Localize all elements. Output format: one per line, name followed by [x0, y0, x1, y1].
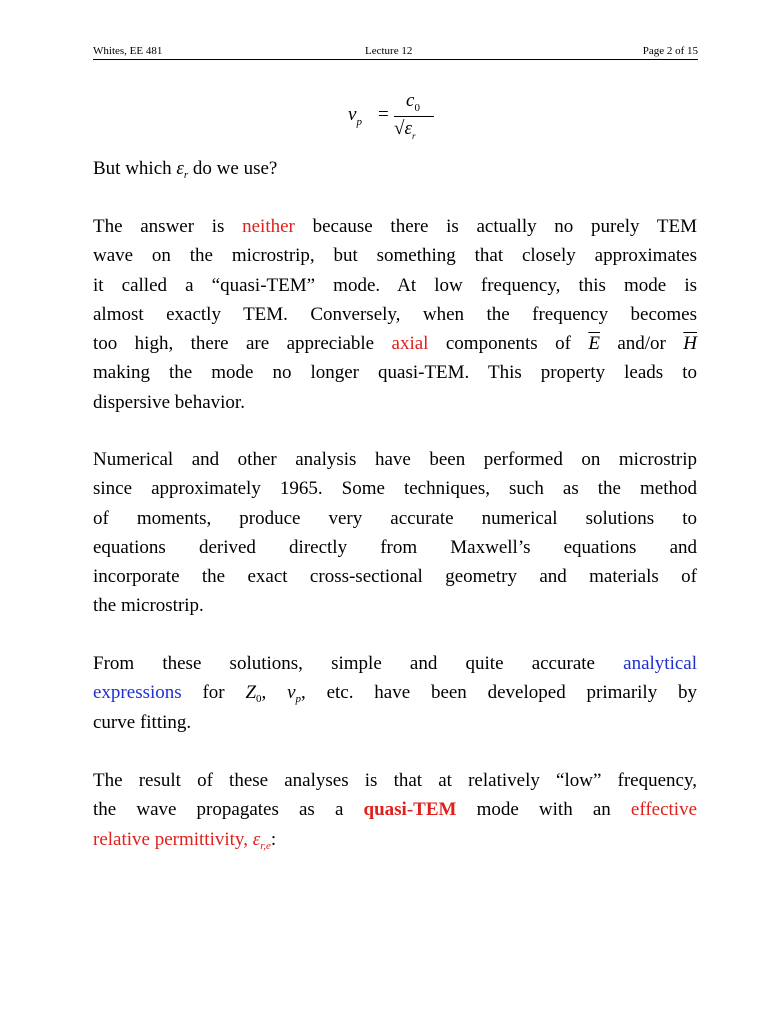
paragraph-line: expressions for $Z_0$, $v_p$, etc. have been developed primarily by [93, 682, 698, 706]
vector-E: $\overline{E}$ [588, 333, 600, 355]
answer-paragraph [93, 212, 697, 417]
highlight-relative-permittivity: relative permittivity, [93, 828, 248, 850]
analytical-expressions-paragraph [93, 649, 697, 737]
paragraph-line: making the mode no longer quasi-TEM. This property leads to [93, 362, 697, 384]
paragraph-line: The result of these analyses is that at relatively “low” frequency, [93, 770, 697, 791]
paragraph-line: dispersive behavior. [93, 391, 245, 413]
equation-equals: = [378, 104, 389, 125]
paragraph-line: equations derived directly from Maxwell’s equations and [93, 536, 697, 558]
paragraph-line: of moments, produce very accurate numerical solutions to [93, 507, 697, 529]
header-rule [93, 59, 698, 60]
paragraph-line: it called a “quasi-TEM” mode. At low frequency, this mode is [93, 274, 697, 296]
epsilon-r-symbol: $\varepsilon_r$ [176, 158, 189, 181]
numerical-analysis-paragraph [93, 445, 697, 621]
vector-H: $\overline{H}$ [683, 333, 698, 355]
equation-denominator: $√\varepsilon_r$ [394, 118, 416, 141]
equation-lhs: $v_p$ [348, 104, 362, 128]
highlight-quasi-tem: quasi-TEM [363, 799, 457, 821]
highlight-expressions: expressions [93, 682, 182, 704]
paragraph-line: wave on the microstrip, but something that closely approximates [93, 245, 697, 267]
epsilon-re-symbol: $\varepsilon_{r,e}$ [252, 828, 271, 852]
page-header [93, 45, 698, 59]
header-page-number: Page 2 of 15 [642, 45, 698, 57]
paragraph-line: incorporate the exact cross-sectional geometry and materials of [93, 566, 697, 588]
header-course: Whites, EE 481 [93, 45, 163, 57]
paragraph-line: the microstrip. [93, 595, 204, 617]
paragraph-line: Numerical and other analysis have been performed on microstrip [93, 449, 697, 470]
paragraph-line: But which $\varepsilon_r$ do we use? [93, 158, 278, 181]
paragraph-line: From these solutions, simple and quite accurate analytical [93, 653, 697, 674]
highlight-axial: axial [391, 333, 429, 355]
highlight-effective: effective [630, 799, 698, 821]
paragraph-line: almost exactly TEM. Conversely, when the frequency becomes [93, 303, 697, 325]
highlight-analytical: analytical [623, 653, 697, 674]
question-paragraph [93, 154, 697, 183]
Z0-symbol: $Z_0$ [245, 682, 262, 706]
equation-numerator: $c_0$ [406, 90, 420, 114]
paragraph-line: the wave propagates as a quasi-TEM mode with an effective [93, 799, 698, 821]
paragraph-line: relative permittivity, $\varepsilon_{r,e}$: [93, 828, 277, 852]
paragraph-line: The answer is neither because there is actually no purely TEM [93, 216, 697, 237]
paragraph-line: curve fitting. [93, 711, 192, 733]
header-lecture: Lecture 12 [365, 45, 413, 57]
paragraph-line: since approximately 1965. Some techniques, such as the method [93, 478, 697, 500]
result-paragraph [93, 766, 697, 854]
highlight-neither: neither [242, 216, 295, 237]
vp-symbol: $v_p$ [287, 682, 302, 706]
paragraph-line: too high, there are appreciable axial components of $\overline{E}$ and/or $\overline{H}$ [93, 333, 698, 355]
phase-velocity-equation [348, 92, 468, 152]
